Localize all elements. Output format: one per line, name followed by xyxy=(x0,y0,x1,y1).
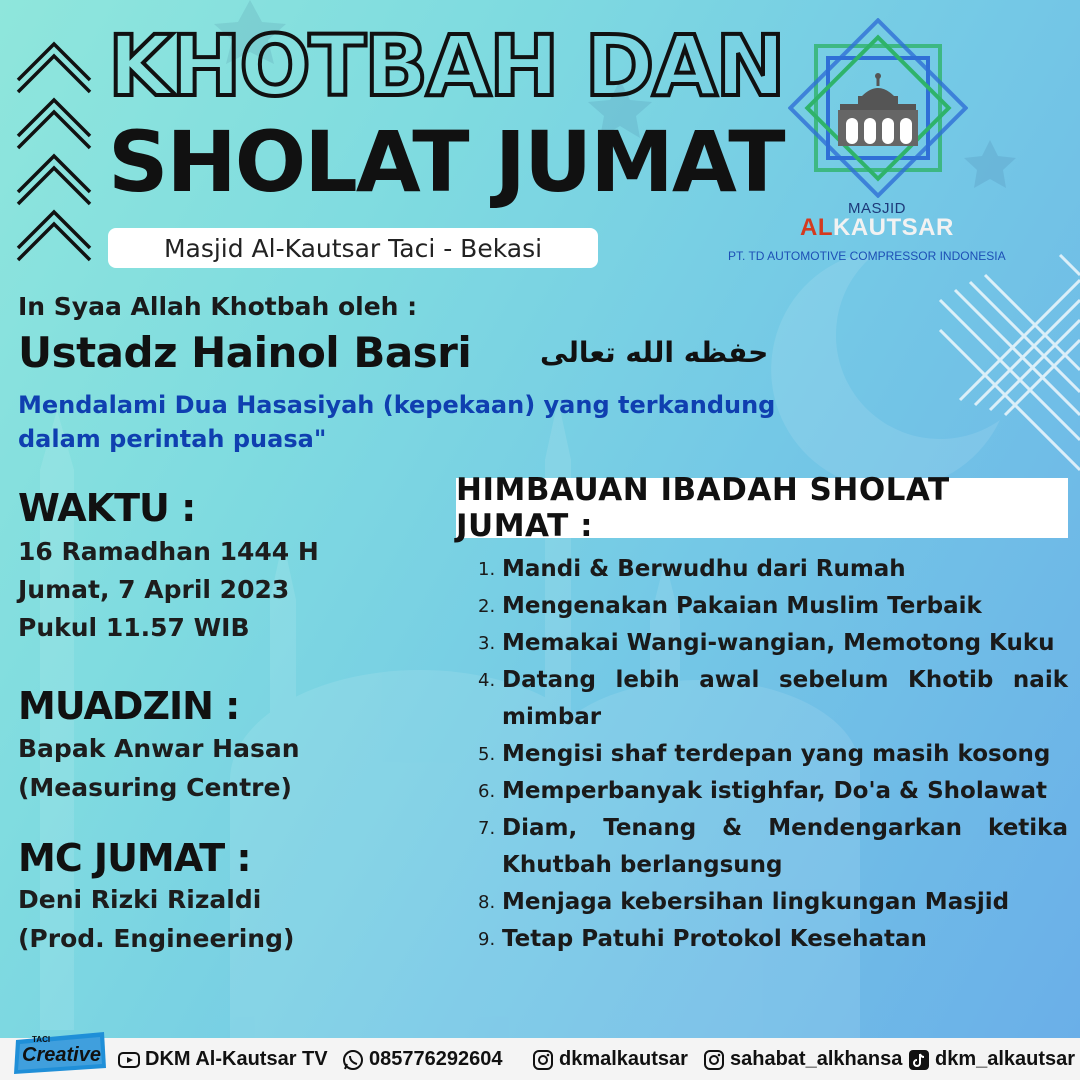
mc-line: Deni Rizki Rizaldi xyxy=(18,885,262,914)
list-number: 1. xyxy=(478,559,496,580)
list-number: 3. xyxy=(478,633,496,654)
himbauan-list xyxy=(478,551,1068,958)
footer-tiktok[interactable] xyxy=(908,1048,1075,1071)
badge-label: Creative xyxy=(22,1044,101,1066)
tiktok-icon xyxy=(908,1049,930,1071)
list-text: Memakai Wangi-wangian, Memotong Kuku xyxy=(502,630,1055,656)
title-line-2: SHOLAT JUMAT xyxy=(108,113,784,211)
logo-company: PT. TD AUTOMOTIVE COMPRESSOR INDONESIA xyxy=(728,249,1006,263)
location-pill: Masjid Al-Kautsar Taci - Bekasi xyxy=(108,228,598,268)
list-item xyxy=(478,810,1068,884)
badge-small-label: TACI xyxy=(32,1035,51,1044)
logo-name xyxy=(800,214,954,242)
list-number: 8. xyxy=(478,892,496,913)
list-text: Mengisi shaf terdepan yang masih kosong xyxy=(502,741,1051,767)
whatsapp-number: 085776292604 xyxy=(369,1048,503,1070)
footer-instagram-1[interactable] xyxy=(532,1048,688,1071)
waktu-line: 16 Ramadhan 1444 H xyxy=(18,537,319,566)
instagram-handle: dkmalkautsar xyxy=(559,1048,688,1070)
instagram-icon xyxy=(532,1049,554,1071)
list-text: Tetap Patuhi Protokol Kesehatan xyxy=(502,926,927,952)
muadzin-heading: MUADZIN : xyxy=(18,684,240,728)
logo-name-prefix: AL xyxy=(800,214,833,241)
masjid-alkautsar-logo-icon xyxy=(788,18,968,198)
list-text: Datang lebih awal sebelum Khotib naik mimbar xyxy=(502,667,1068,730)
footer-whatsapp[interactable] xyxy=(342,1048,502,1071)
muadzin-line: (Measuring Centre) xyxy=(18,773,292,802)
list-item xyxy=(478,625,1068,662)
khotbah-intro: In Syaa Allah Khotbah oleh : xyxy=(18,292,418,321)
speaker-name: Ustadz Hainol Basri xyxy=(18,328,472,377)
list-number: 6. xyxy=(478,781,496,802)
list-text: Mengenakan Pakaian Muslim Terbaik xyxy=(502,593,982,619)
khotbah-theme: Mendalami Dua Hasasiyah (kepekaan) yang terkandung dalam perintah puasa" xyxy=(18,391,776,453)
waktu-heading: WAKTU : xyxy=(18,486,196,530)
muadzin-line: Bapak Anwar Hasan xyxy=(18,734,300,763)
list-item xyxy=(478,588,1068,625)
list-item xyxy=(478,736,1068,773)
mc-line: (Prod. Engineering) xyxy=(18,924,295,953)
list-number: 4. xyxy=(478,670,496,691)
mc-heading: MC JUMAT : xyxy=(18,836,251,880)
tiktok-handle: dkm_alkautsar xyxy=(935,1048,1076,1070)
logo-name-rest: KAUTSAR xyxy=(833,214,954,241)
list-item xyxy=(478,921,1068,958)
whatsapp-icon xyxy=(342,1049,364,1071)
list-number: 5. xyxy=(478,744,496,765)
instagram-handle: sahabat_alkhansa xyxy=(730,1048,903,1070)
list-number: 9. xyxy=(478,929,496,950)
youtube-handle: DKM Al-Kautsar TV xyxy=(145,1048,328,1070)
list-text: Diam, Tenang & Mendengarkan ketika Khutbah berlangsung xyxy=(502,815,1068,878)
waktu-line: Jumat, 7 April 2023 xyxy=(18,575,290,604)
footer-youtube[interactable] xyxy=(118,1048,328,1071)
list-number: 7. xyxy=(478,818,496,839)
instagram-icon xyxy=(703,1049,725,1071)
list-item xyxy=(478,662,1068,736)
speaker-honorific: حفظه الله تعالى xyxy=(540,336,769,369)
youtube-icon xyxy=(118,1049,140,1071)
waktu-line: Pukul 11.57 WIB xyxy=(18,613,250,642)
list-item xyxy=(478,773,1068,810)
list-text: Menjaga kebersihan lingkungan Masjid xyxy=(502,889,1010,915)
list-item xyxy=(478,551,1068,588)
himbauan-heading: HIMBAUAN IBADAH SHOLAT JUMAT : xyxy=(456,478,1068,538)
title-line-1: KHOTBAH DAN xyxy=(108,17,784,115)
chevron-stack-icon xyxy=(14,38,94,268)
list-text: Mandi & Berwudhu dari Rumah xyxy=(502,556,906,582)
logo-label-masjid: MASJID xyxy=(848,200,907,217)
taci-creative-badge-icon xyxy=(10,1030,110,1076)
list-number: 2. xyxy=(478,596,496,617)
list-text: Memperbanyak istighfar, Do'a & Sholawat xyxy=(502,778,1047,804)
list-item xyxy=(478,884,1068,921)
footer-instagram-2[interactable] xyxy=(703,1048,902,1071)
